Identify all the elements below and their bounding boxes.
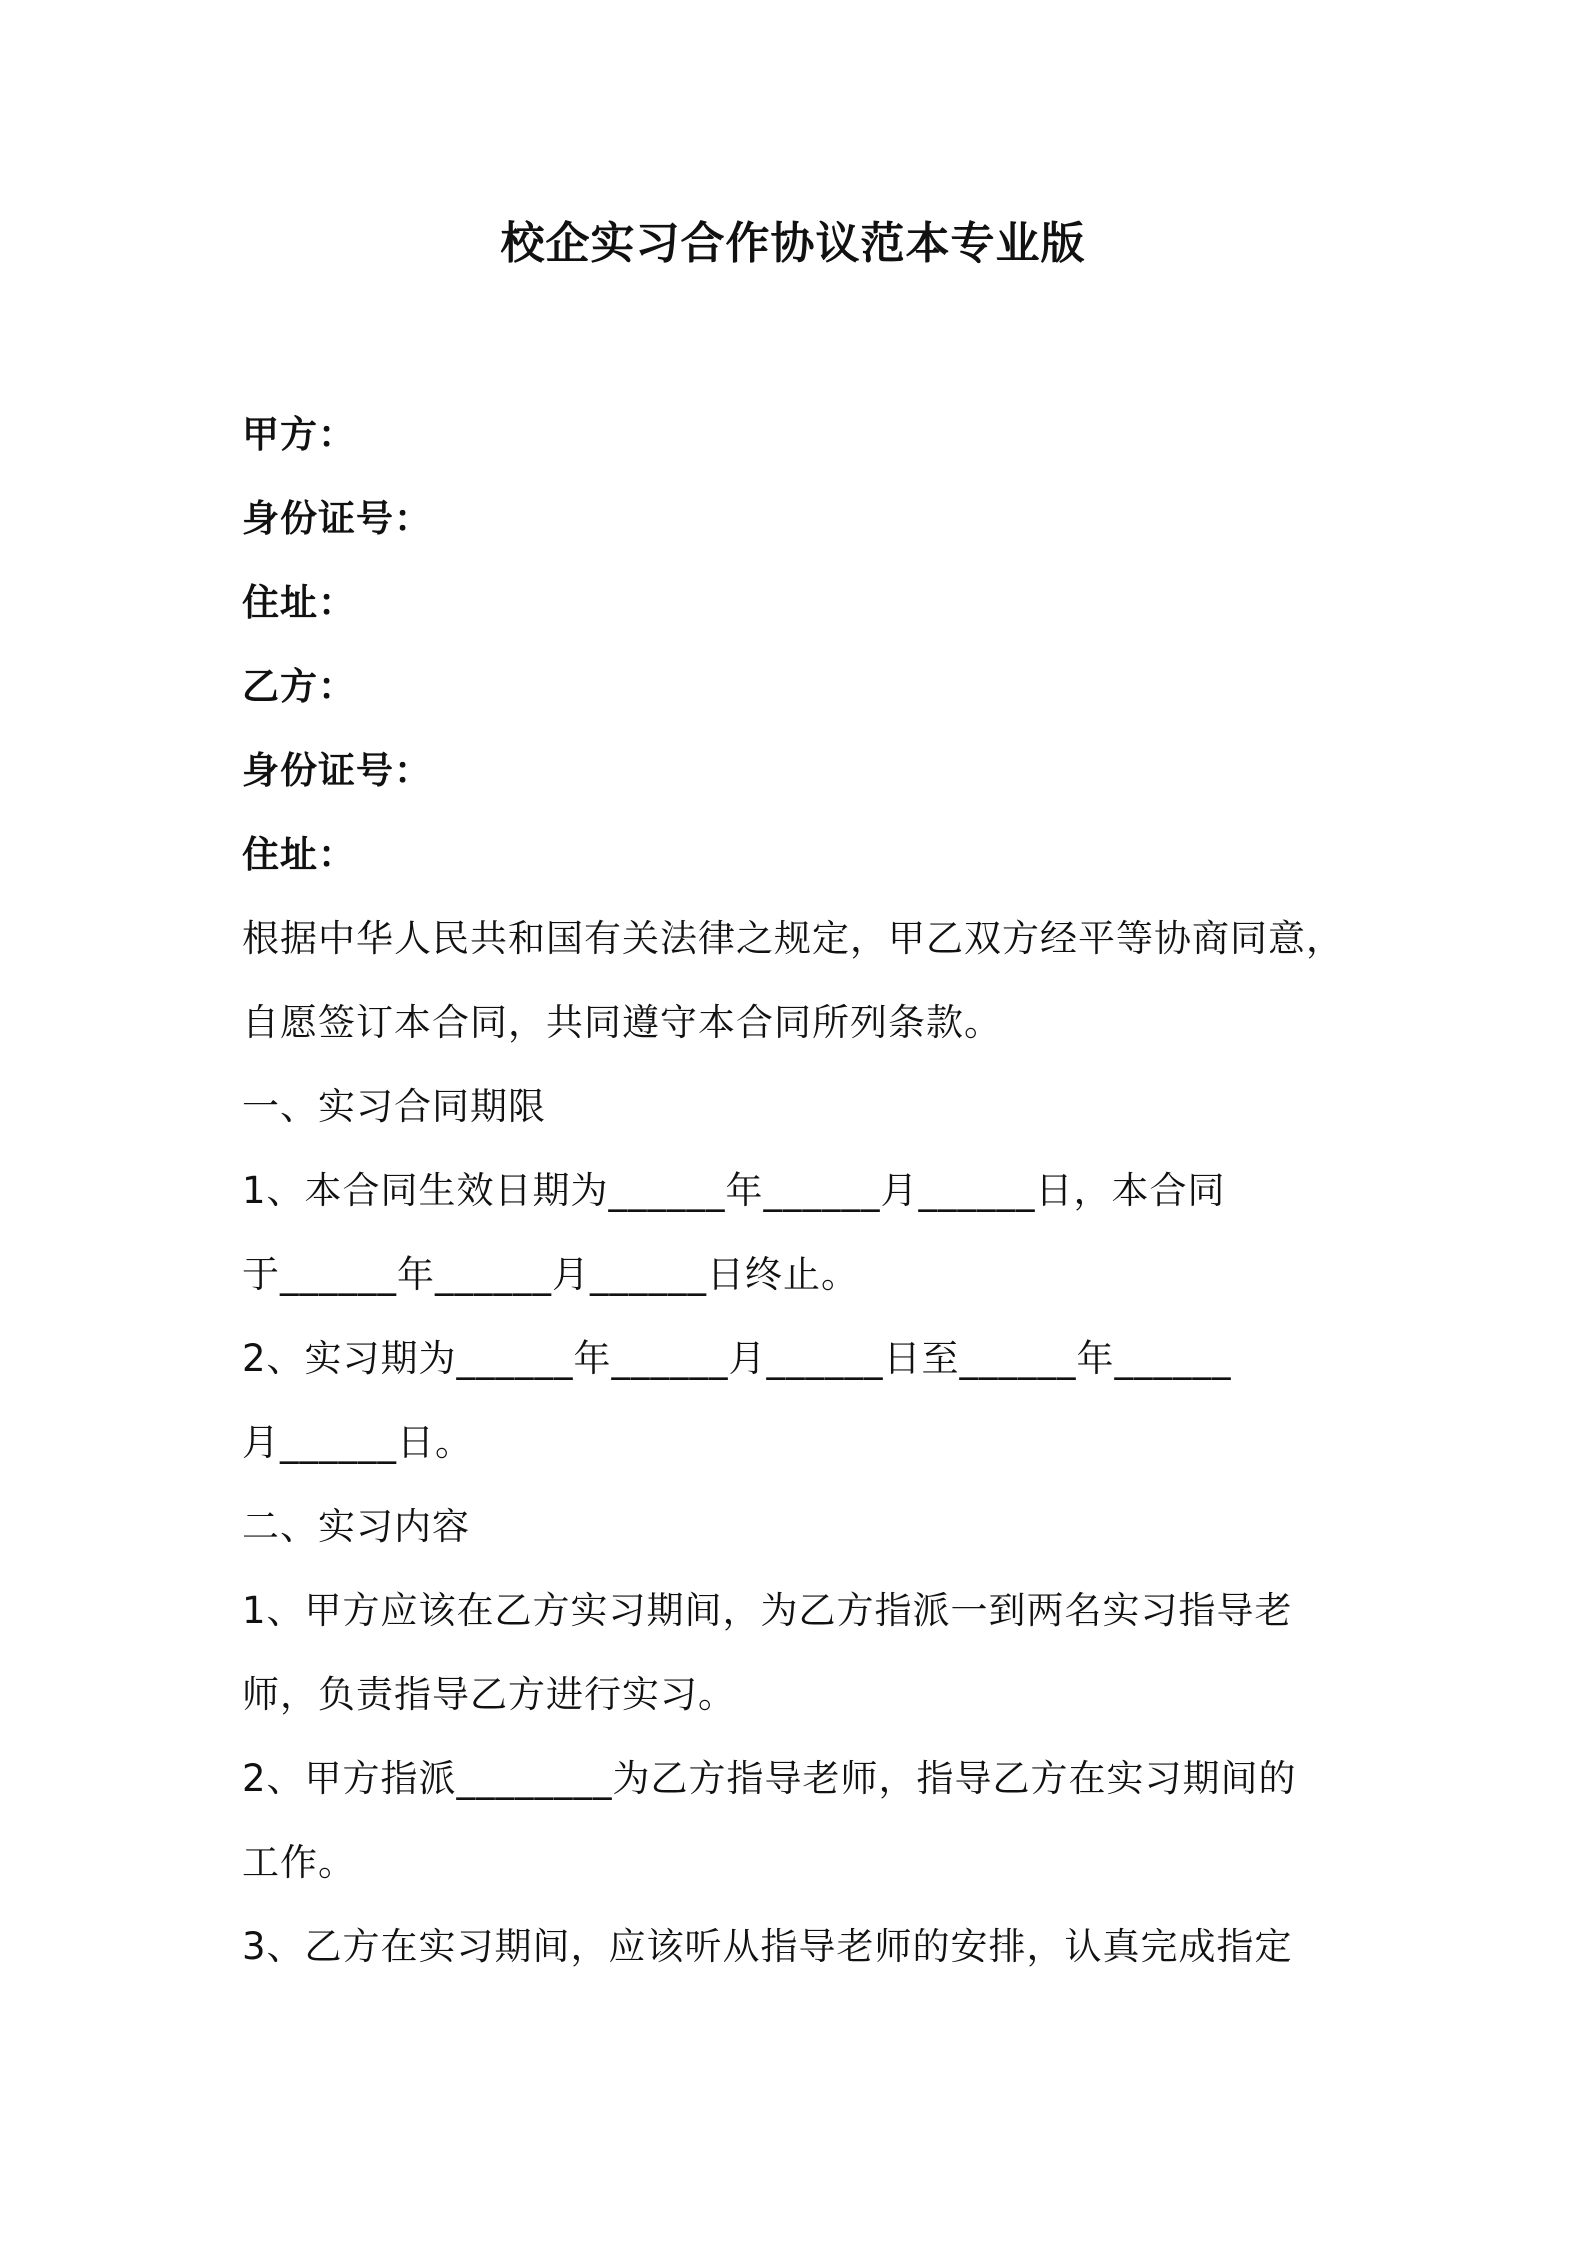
clause-2-2-line-2: 工作。 (242, 1841, 356, 1884)
party-a-address-label: 住址： (242, 581, 356, 624)
party-b-id-label: 身份证号： (242, 749, 432, 792)
clause-2-1-line-1: 1、甲方应该在乙方实习期间，为乙方指派一到两名实习指导老 (242, 1589, 1293, 1632)
clause-1-1-line-2: 于______年______月______日终止。 (242, 1253, 859, 1296)
clause-1-2-line-2: 月______日。 (242, 1421, 473, 1464)
clause-2-3-line-1: 3、乙方在实习期间，应该听从指导老师的安排，认真完成指定 (242, 1925, 1293, 1968)
clause-2-2-line-1: 2、甲方指派________为乙方指导老师，指导乙方在实习期间的 (242, 1757, 1297, 1800)
party-a-label: 甲方： (242, 413, 356, 456)
preamble-line-2: 自愿签订本合同，共同遵守本合同所列条款。 (242, 1001, 1002, 1044)
clause-1-2-line-1: 2、实习期为______年______月______日至______年______ (242, 1337, 1232, 1380)
clause-1-1-line-1: 1、本合同生效日期为______年______月______日，本合同 (242, 1169, 1226, 1212)
section-heading-content: 二、实习内容 (242, 1505, 470, 1548)
clause-2-1-line-2: 师，负责指导乙方进行实习。 (242, 1673, 736, 1716)
party-b-address-label: 住址： (242, 833, 356, 876)
party-a-id-label: 身份证号： (242, 497, 432, 540)
party-b-label: 乙方： (242, 665, 356, 708)
document-body (242, 405, 1362, 2001)
section-heading-term: 一、实习合同期限 (242, 1085, 546, 1128)
preamble-line-1: 根据中华人民共和国有关法律之规定，甲乙双方经平等协商同意， (242, 917, 1344, 960)
document-title: 校企实习合作协议范本专业版 (500, 218, 1086, 269)
